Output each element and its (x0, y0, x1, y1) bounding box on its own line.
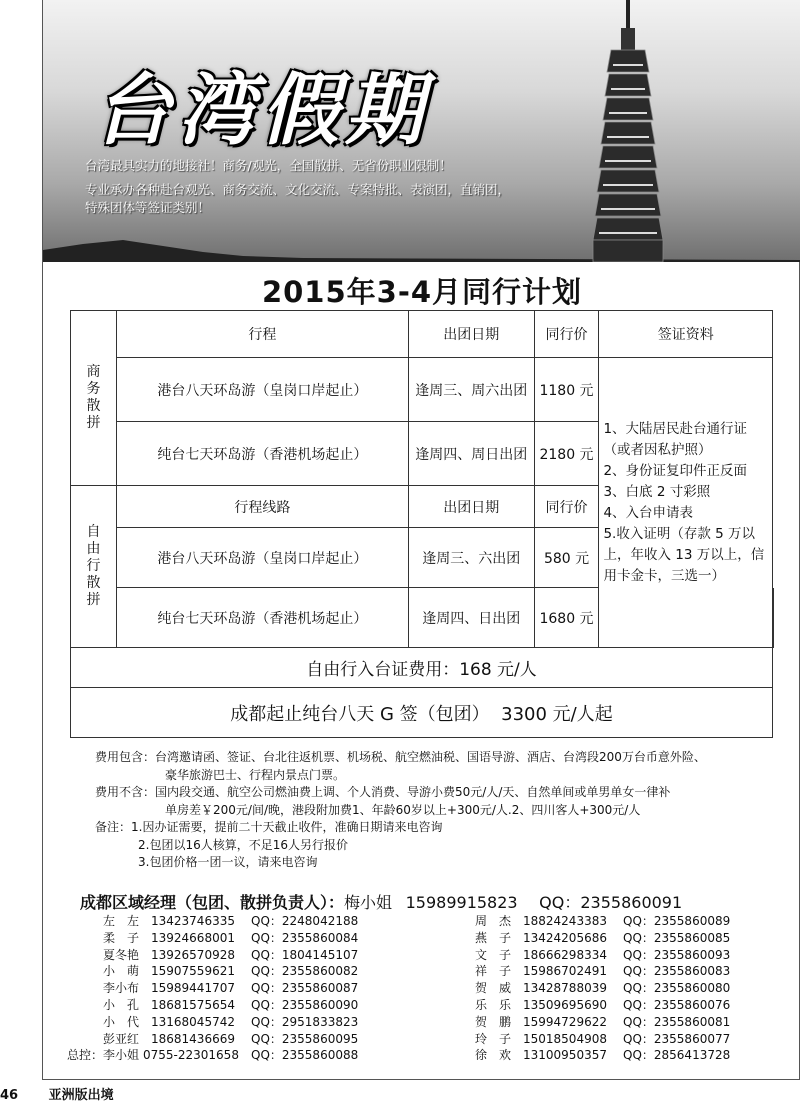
date-cell: 逢周四、日出团 (408, 588, 534, 648)
fee-included-line-1: 费用包含：台湾邀请函、签证、台北往返机票、机场税、航空燃油税、国语导游、酒店、台湾段200万台币意外险、 (95, 750, 706, 764)
date-cell: 逢周三、周六出团 (408, 358, 534, 422)
contact-row: 柔 子 13924668001 QQ：2355860084 (102, 930, 359, 945)
group-label-business: 商务散拼 (71, 311, 117, 486)
contact-row: 燕 子 13424205686 QQ：2355860085 (474, 930, 731, 945)
header-route: 行程 (116, 311, 408, 358)
magazine-name: 亚洲版出境 (48, 1088, 114, 1103)
contact-row: 左 左 13423746335 QQ：2248042188 (102, 914, 359, 928)
contact-row: 夏冬艳 13926570928 QQ：1804145107 (102, 947, 359, 962)
header-date-2: 出团日期 (408, 486, 534, 528)
contacts-left (66, 913, 359, 1064)
regional-manager: 成都区域经理（包团、散拼负责人）：梅小姐 15989915823 QQ：2355860091 (80, 893, 683, 912)
remark-line-3: 3.包团价格一团一议，请来电咨询 (138, 855, 318, 869)
free-travel-fee: 自由行入台证费用：168 元/人 (71, 648, 773, 688)
banner-slogan-1: 台湾最具实力的地接社！商务/观光，全国散拼、无省份职业限制！ (85, 158, 452, 173)
contact-row: 小 代 13168045742 QQ：2951833823 (102, 1014, 359, 1029)
contacts-right (461, 913, 730, 1064)
header-price: 同行价 (534, 311, 599, 358)
table-row (71, 358, 774, 422)
contact-row: 小 萌 15907559621 QQ：2355860082 (102, 964, 359, 979)
fee-included-line-2: 豪华旅游巴士、行程内景点门票。 (165, 767, 346, 782)
banner (43, 0, 800, 262)
header-price-2: 同行价 (534, 486, 599, 528)
date-cell: 逢周四、周日出团 (408, 422, 534, 486)
page-number: 46 (0, 1088, 19, 1103)
contact-row: 李小布 15989441707 QQ：2355860087 (102, 981, 359, 996)
contact-row: 玲 子 15018504908 QQ：2355860077 (474, 1031, 731, 1046)
header-date: 出团日期 (408, 311, 534, 358)
page (42, 0, 800, 1080)
banner-slogan-3: 特殊团体等签证类别！ (85, 200, 211, 215)
price-cell: 580 元 (534, 528, 599, 588)
route-cell: 纯台七天环岛游（香港机场起止） (116, 588, 408, 648)
header-route-2: 行程线路 (116, 486, 408, 528)
contact-row: 乐 乐 13509695690 QQ：2355860076 (474, 997, 731, 1012)
contact-row: 祥 子 15986702491 QQ：2355860083 (474, 964, 731, 979)
banner-title: 台湾假期 (93, 66, 430, 156)
tour-price-table (70, 310, 774, 738)
contact-row: 贺 鹏 15994729622 QQ：2355860081 (474, 1014, 731, 1029)
taipei-101-tower-image (583, 0, 673, 262)
group-tour-fee: 成都起止纯台八天 G 签（包团） 3300 元/人起 (71, 688, 773, 738)
fee-notes (95, 749, 706, 872)
header-visa: 签证资料 (599, 311, 773, 358)
fee-excluded-line-1: 费用不含：国内段交通、航空公司燃油费上调、个人消费、导游小费50元/人/天、自然单间或单男单女一律补 (95, 785, 671, 799)
fee-excluded-line-2: 单房差￥200元/间/晚，港段附加费1、年龄60岁以上+300元/人.2、四川客人+300元/人 (165, 802, 641, 817)
contact-row: 文 子 18666298334 QQ：2355860093 (474, 947, 731, 962)
contact-row: 贺 威 13428788039 QQ：2355860080 (474, 981, 731, 996)
contact-row-main: 总控：李小姐 0755-22301658 QQ：2355860088 (66, 1048, 359, 1063)
plan-title: 2015年3-4月同行计划 (261, 275, 583, 309)
price-cell: 2180 元 (534, 422, 599, 486)
price-cell: 1180 元 (534, 358, 599, 422)
route-cell: 港台八天环岛游（皇岗口岸起止） (116, 358, 408, 422)
date-cell: 逢周三、六出团 (408, 528, 534, 588)
route-cell: 港台八天环岛游（皇岗口岸起止） (116, 528, 408, 588)
remark-line-1: 备注：1.因办证需要，提前二十天截止收件，准确日期请来电咨询 (95, 820, 443, 834)
group-label-free: 自由行散拼 (71, 486, 117, 648)
contact-row: 彭亚红 18681436669 QQ：2355860095 (102, 1031, 359, 1046)
visa-requirements: 1、大陆居民赴台通行证 （或者因私护照） 2、身份证复印件正反面 3、白底 2 寸彩照 4、入台申请表 5.收入证明（存款 5 万以 上，年收入 13 万以上，信 用卡金卡，三选一） (599, 358, 773, 648)
contact-row: 徐 欢 13100950357 QQ：2856413728 (474, 1048, 731, 1063)
price-cell: 1680 元 (534, 588, 599, 648)
contact-row: 小 孔 18681575654 QQ：2355860090 (102, 997, 359, 1012)
banner-slogan-2: 专业承办各种赴台观光、商务交流、文化交流、专案特批、表演团，直销团， (85, 182, 511, 197)
contact-row: 周 杰 18824243383 QQ：2355860089 (474, 914, 731, 928)
remark-line-2: 2.包团以16人核算，不足16人另行报价 (138, 837, 348, 852)
page-footer (0, 1084, 114, 1103)
route-cell: 纯台七天环岛游（香港机场起止） (116, 422, 408, 486)
mountain-silhouette (43, 222, 800, 262)
